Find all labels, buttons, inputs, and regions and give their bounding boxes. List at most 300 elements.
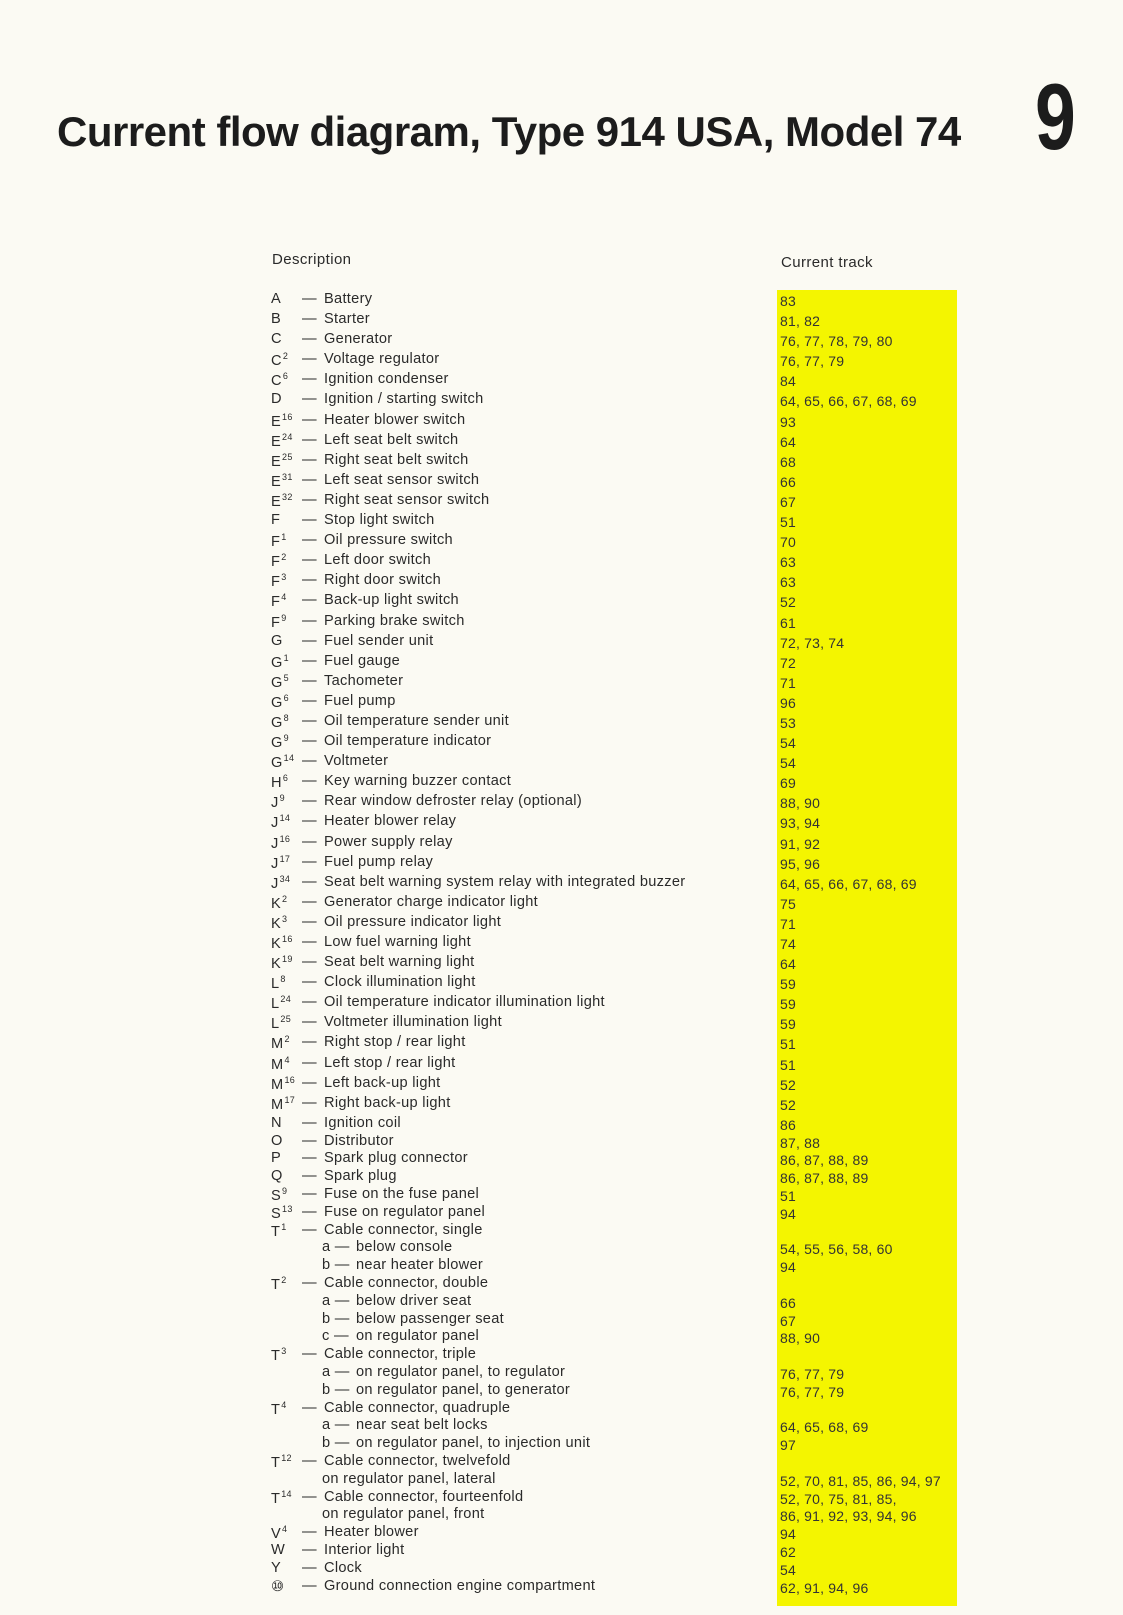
component-description: Oil temperature indicator: [324, 733, 492, 750]
component-index: 2: [282, 893, 288, 904]
component-letter: Q: [271, 1168, 283, 1185]
component-code: [271, 1186, 301, 1204]
legend-row: [0, 853, 1123, 873]
component-description: Fuel gauge: [324, 652, 401, 669]
component-index: 32: [282, 491, 293, 502]
separator-dash: —: [302, 672, 317, 689]
component-description: Interior light: [324, 1541, 405, 1558]
component-code: [271, 1524, 301, 1542]
current-track-value: 51: [780, 1188, 796, 1205]
separator-dash: —: [302, 1034, 317, 1051]
separator-dash: —: [302, 934, 317, 950]
current-track-value: 88, 90: [780, 1330, 821, 1347]
legend-row: [0, 873, 1123, 893]
component-code: [271, 1204, 301, 1222]
component-description: on regulator panel, front: [322, 1506, 485, 1523]
component-letter: H: [271, 775, 282, 792]
separator-dash: —: [302, 1186, 317, 1203]
component-letter: Y: [271, 1559, 282, 1576]
separator-dash: —: [302, 1094, 317, 1111]
separator-dash: —: [302, 1275, 317, 1292]
component-index: 34: [279, 873, 291, 884]
component-description: Heater blower relay: [324, 813, 457, 830]
component-letter: K: [271, 895, 282, 912]
separator-dash: —: [302, 471, 317, 488]
component-code: [271, 552, 301, 570]
component-code: [271, 572, 301, 590]
component-description: Cable connector, fourteenfold: [324, 1488, 524, 1505]
current-track-value: 93: [780, 413, 796, 430]
component-letter: L: [271, 1016, 280, 1033]
legend-row: [0, 712, 1123, 732]
component-description: Stop light switch: [324, 512, 435, 529]
legend-row: [0, 993, 1123, 1013]
legend-row: [0, 491, 1123, 511]
legend-row: [0, 1488, 1123, 1506]
component-description: Right stop / rear light: [324, 1034, 466, 1051]
separator-dash: —: [302, 1221, 317, 1238]
legend-row: [0, 913, 1123, 933]
component-code: [271, 1150, 301, 1166]
component-letter: C: [271, 353, 282, 370]
separator-dash: —: [302, 974, 317, 991]
separator-dash: —: [302, 1014, 317, 1031]
legend-row: [0, 1345, 1123, 1363]
legend-row: [0, 310, 1123, 330]
component-code: [271, 994, 301, 1012]
legend-row: [0, 1363, 1123, 1381]
component-letter: G: [271, 714, 283, 731]
current-track-value: 86, 91, 92, 93, 94, 96: [780, 1508, 917, 1525]
component-code: [271, 954, 301, 972]
current-track-value: 63: [780, 554, 796, 571]
component-code: [271, 1055, 301, 1073]
separator-dash: —: [302, 491, 317, 508]
component-letter: F: [271, 574, 281, 591]
current-track-value: 96: [780, 694, 796, 711]
separator-dash: —: [302, 1346, 317, 1363]
separator-dash: —: [302, 612, 317, 629]
separator-dash: —: [302, 351, 317, 368]
current-track-value: 72, 73, 74: [780, 634, 845, 651]
component-code: [271, 412, 301, 430]
component-description: near seat belt locks: [356, 1417, 488, 1434]
current-track-value: 54: [780, 755, 796, 772]
component-index: 3: [281, 1346, 287, 1357]
legend-row: [0, 411, 1123, 431]
component-code: [271, 331, 301, 347]
current-track-value: 64, 65, 66, 67, 68, 69: [780, 393, 917, 410]
component-description: on regulator panel, to generator: [356, 1381, 571, 1398]
component-code: [271, 391, 301, 407]
component-code: [271, 432, 301, 450]
legend-row: [0, 652, 1123, 672]
component-index: 13: [282, 1203, 293, 1214]
component-letter: E: [271, 453, 282, 470]
current-track-value: 97: [780, 1437, 796, 1454]
separator-dash: —: [302, 291, 317, 307]
current-track-value: 59: [780, 976, 796, 993]
component-index: 9: [279, 793, 285, 804]
component-index: 8: [283, 712, 289, 723]
component-description: on regulator panel, lateral: [322, 1470, 496, 1487]
component-description: Cable connector, single: [324, 1221, 483, 1238]
component-code: [271, 673, 301, 691]
separator-dash: —: [302, 632, 317, 649]
component-description: Fuse on the fuse panel: [324, 1186, 480, 1203]
separator-dash: —: [302, 1132, 317, 1149]
component-index: 9: [282, 1186, 288, 1197]
current-track-value: 54: [780, 1561, 796, 1578]
component-index: 1: [283, 652, 289, 663]
legend-row: [0, 1381, 1123, 1399]
separator-dash: —: [302, 1114, 317, 1131]
separator-dash: —: [302, 1524, 317, 1541]
sub-item-letter: a —: [322, 1239, 350, 1256]
legend-row: [0, 330, 1123, 350]
current-track-value: 66: [780, 1294, 796, 1311]
separator-dash: —: [302, 753, 317, 770]
component-description: Tachometer: [324, 672, 404, 689]
component-description: Fuel pump relay: [324, 853, 434, 870]
component-letter: D: [271, 391, 282, 408]
current-track-column-header: Current track: [781, 254, 873, 271]
component-code: [271, 472, 301, 490]
component-code: [271, 532, 301, 550]
component-index: 2: [284, 1034, 290, 1045]
component-letter: S: [271, 1188, 282, 1205]
current-track-value: 67: [780, 1312, 796, 1329]
current-track-value: 62, 91, 94, 96: [780, 1579, 869, 1596]
component-description: Oil pressure indicator light: [324, 913, 502, 930]
component-description: Oil temperature indicator illumination light: [324, 994, 605, 1011]
separator-dash: —: [302, 552, 317, 569]
component-code: [271, 613, 301, 631]
separator-dash: —: [302, 592, 317, 609]
current-track-value: 76, 77, 79: [780, 1383, 845, 1400]
component-description: Oil temperature sender unit: [324, 712, 509, 729]
current-track-value: 71: [780, 915, 796, 932]
component-description: Seat belt warning light: [324, 954, 475, 971]
component-description: Cable connector, quadruple: [324, 1399, 511, 1416]
component-letter: J: [271, 795, 279, 812]
legend-row: [0, 511, 1123, 531]
current-track-value: 75: [780, 895, 796, 912]
page-number: 9: [1035, 64, 1076, 169]
component-code: [271, 1014, 301, 1032]
separator-dash: —: [302, 652, 317, 669]
component-code: [271, 1095, 301, 1113]
legend-row: [0, 1577, 1123, 1595]
component-code: [271, 1560, 301, 1576]
component-code: [271, 1222, 301, 1240]
component-description: Parking brake switch: [324, 612, 465, 629]
separator-dash: —: [302, 833, 317, 850]
component-letter: F: [271, 534, 281, 551]
sub-item-letter: b —: [322, 1381, 350, 1398]
component-index: 6: [283, 692, 289, 703]
component-letter: E: [271, 413, 282, 430]
component-index: 14: [281, 1488, 292, 1499]
component-letter: F: [271, 554, 281, 571]
legend-row: [0, 370, 1123, 390]
component-code: [271, 934, 301, 952]
component-description: near heater blower: [356, 1257, 484, 1274]
legend-row: [0, 451, 1123, 471]
component-index: 6: [282, 371, 289, 382]
component-description: Key warning buzzer contact: [324, 773, 512, 790]
sub-item-letter: a —: [322, 1417, 350, 1434]
component-index: 14: [283, 753, 295, 764]
component-description: on regulator panel: [356, 1328, 480, 1345]
current-track-value: 86, 87, 88, 89: [780, 1152, 869, 1169]
separator-dash: —: [302, 773, 317, 790]
component-code: [271, 492, 301, 510]
current-track-value: 63: [780, 574, 796, 591]
component-letter: J: [271, 875, 279, 892]
component-letter: F: [271, 594, 281, 611]
component-description: Starter: [324, 311, 370, 328]
component-description: Left seat belt switch: [324, 431, 459, 448]
component-description: Low fuel warning light: [324, 934, 471, 950]
separator-dash: —: [302, 692, 317, 709]
component-code: [271, 813, 301, 831]
component-description: Ground connection engine compartment: [324, 1577, 596, 1594]
component-letter: J: [271, 835, 279, 852]
component-description: Spark plug connector: [324, 1150, 468, 1167]
component-index: 3: [281, 572, 287, 583]
component-index: 25: [282, 451, 293, 462]
component-code: [271, 773, 301, 791]
component-index: 3: [282, 913, 288, 924]
component-description: Left seat sensor switch: [324, 471, 480, 488]
legend-row: [0, 752, 1123, 772]
component-index: 5: [283, 672, 289, 683]
component-index: 16: [282, 411, 293, 422]
component-letter: T: [271, 1401, 281, 1418]
component-description: Right seat belt switch: [324, 451, 469, 468]
component-letter: C: [271, 373, 282, 390]
current-track-value: 81, 82: [780, 313, 821, 330]
component-letter: T: [271, 1348, 281, 1365]
component-description: Right back-up light: [324, 1094, 451, 1111]
component-description: Seat belt warning system relay with integrated buzzer: [324, 873, 686, 890]
current-track-value: 51: [780, 1056, 796, 1073]
component-index: 9: [283, 733, 289, 744]
legend-row: [0, 1149, 1123, 1167]
separator-dash: —: [302, 1054, 317, 1071]
current-track-value: 71: [780, 674, 796, 691]
current-track-value: 91, 92: [780, 835, 821, 852]
current-track-value: 94: [780, 1526, 796, 1543]
current-track-value: 66: [780, 473, 796, 490]
legend-row: [0, 772, 1123, 792]
current-track-value: 59: [780, 1016, 796, 1033]
component-index: 2: [282, 351, 289, 362]
current-track-value: 70: [780, 534, 796, 551]
separator-dash: —: [302, 1168, 317, 1185]
legend-row: [0, 1114, 1123, 1132]
component-description: Generator: [324, 331, 393, 348]
legend-row: [0, 812, 1123, 832]
current-track-value: 54: [780, 735, 796, 752]
component-letter: K: [271, 956, 282, 973]
component-description: Generator charge indicator light: [324, 893, 539, 910]
component-description: on regulator panel, to injection unit: [356, 1435, 591, 1452]
component-index: 31: [282, 471, 293, 482]
current-track-value: 94: [780, 1259, 796, 1276]
component-description: Spark plug: [324, 1168, 397, 1185]
sub-item-letter: c —: [322, 1328, 349, 1345]
current-track-value: 64, 65, 68, 69: [780, 1419, 869, 1436]
component-code: [271, 1578, 301, 1595]
component-description: Cable connector, triple: [324, 1346, 477, 1363]
component-letter: L: [271, 996, 280, 1013]
component-code: [271, 452, 301, 470]
current-track-value: 69: [780, 775, 796, 792]
component-index: 16: [282, 934, 293, 944]
separator-dash: —: [302, 512, 317, 529]
component-letter: E: [271, 433, 282, 450]
component-description: Battery: [324, 291, 373, 307]
legend-row: [0, 732, 1123, 752]
component-code: [271, 1275, 301, 1293]
sub-item-letter: b —: [322, 1310, 350, 1327]
current-track-value: 83: [780, 293, 796, 309]
separator-dash: —: [302, 1203, 317, 1220]
separator-dash: —: [302, 813, 317, 830]
legend-row: [0, 591, 1123, 611]
component-index: 14: [279, 813, 291, 824]
separator-dash: —: [302, 411, 317, 428]
current-track-value: 68: [780, 453, 796, 470]
component-letter: ⑩: [271, 1578, 285, 1595]
separator-dash: —: [302, 331, 317, 348]
component-index: 4: [284, 1054, 290, 1065]
separator-dash: —: [302, 954, 317, 971]
current-track-value: 86, 87, 88, 89: [780, 1170, 869, 1187]
current-track-value: 76, 77, 79: [780, 353, 845, 370]
component-index: 12: [281, 1452, 292, 1463]
component-index: 19: [282, 954, 293, 965]
component-letter: T: [271, 1454, 281, 1471]
component-letter: V: [271, 1526, 282, 1543]
sub-item-letter: a —: [322, 1292, 350, 1309]
legend-row: [0, 1203, 1123, 1221]
separator-dash: —: [302, 1074, 317, 1091]
component-index: 4: [282, 1524, 288, 1535]
component-description: below driver seat: [356, 1292, 472, 1309]
component-code: [271, 974, 301, 992]
component-index: 24: [282, 431, 293, 442]
current-track-value: 52: [780, 1096, 796, 1113]
component-description: Voltmeter: [324, 753, 389, 770]
separator-dash: —: [302, 1559, 317, 1576]
component-description: Back-up light switch: [324, 592, 459, 609]
component-code: [271, 753, 301, 771]
component-letter: M: [271, 1096, 284, 1113]
component-code: [271, 633, 301, 649]
separator-dash: —: [302, 712, 317, 729]
component-description: Cable connector, twelvefold: [324, 1452, 511, 1469]
component-description: Ignition / starting switch: [324, 391, 484, 408]
component-code: [271, 894, 301, 912]
current-track-value: 53: [780, 714, 796, 731]
component-letter: G: [271, 735, 283, 752]
component-description: Fuel pump: [324, 692, 396, 709]
legend-row: [0, 953, 1123, 973]
component-code: [271, 351, 301, 369]
component-description: Distributor: [324, 1132, 394, 1149]
legend-row: [0, 1074, 1123, 1094]
legend-row: [0, 792, 1123, 812]
component-code: [271, 1168, 301, 1184]
component-description: Cable connector, double: [324, 1275, 489, 1292]
legend-row: [0, 1013, 1123, 1033]
component-description: Oil pressure switch: [324, 532, 453, 549]
current-track-value: 72: [780, 654, 796, 671]
component-description: Clock: [324, 1559, 362, 1576]
component-index: 17: [279, 853, 291, 864]
sub-item-letter: b —: [322, 1435, 350, 1452]
sub-item-letter: a —: [322, 1364, 350, 1380]
legend-row: [0, 1434, 1123, 1452]
component-description: Rear window defroster relay (optional): [324, 793, 582, 810]
legend-table: [0, 290, 1123, 1594]
legend-row: [0, 1416, 1123, 1434]
component-index: 2: [281, 1275, 287, 1286]
component-description: Right door switch: [324, 572, 442, 589]
separator-dash: —: [302, 893, 317, 910]
sub-item-letter: b —: [322, 1257, 350, 1274]
legend-row: [0, 1310, 1123, 1328]
component-code: [271, 1489, 301, 1507]
component-code: [271, 854, 301, 872]
component-code: [271, 1034, 301, 1052]
component-letter: B: [271, 311, 282, 328]
component-description: Left stop / rear light: [324, 1054, 456, 1071]
component-index: 17: [284, 1094, 296, 1105]
component-letter: J: [271, 815, 279, 832]
separator-dash: —: [302, 793, 317, 810]
separator-dash: —: [302, 311, 317, 328]
component-code: [271, 874, 301, 892]
component-description: Voltmeter illumination light: [324, 1014, 502, 1031]
component-index: 16: [284, 1074, 296, 1085]
legend-row: [0, 1238, 1123, 1256]
legend-row: [0, 833, 1123, 853]
separator-dash: —: [302, 1577, 317, 1594]
component-letter: L: [271, 976, 280, 993]
component-index: 6: [282, 773, 289, 784]
separator-dash: —: [302, 371, 317, 388]
current-track-value: 94: [780, 1205, 796, 1222]
separator-dash: —: [302, 733, 317, 750]
legend-row: [0, 1470, 1123, 1488]
legend-row: [0, 1452, 1123, 1470]
legend-row: [0, 1185, 1123, 1203]
component-letter: J: [271, 855, 279, 872]
component-letter: F: [271, 512, 281, 529]
component-code: [271, 592, 301, 610]
current-track-value: 87, 88: [780, 1134, 821, 1151]
legend-row: [0, 1541, 1123, 1559]
legend-row: [0, 1523, 1123, 1541]
legend-row: [0, 531, 1123, 551]
component-letter: E: [271, 493, 282, 510]
component-description: Ignition condenser: [324, 371, 449, 388]
component-index: 1: [281, 532, 287, 543]
